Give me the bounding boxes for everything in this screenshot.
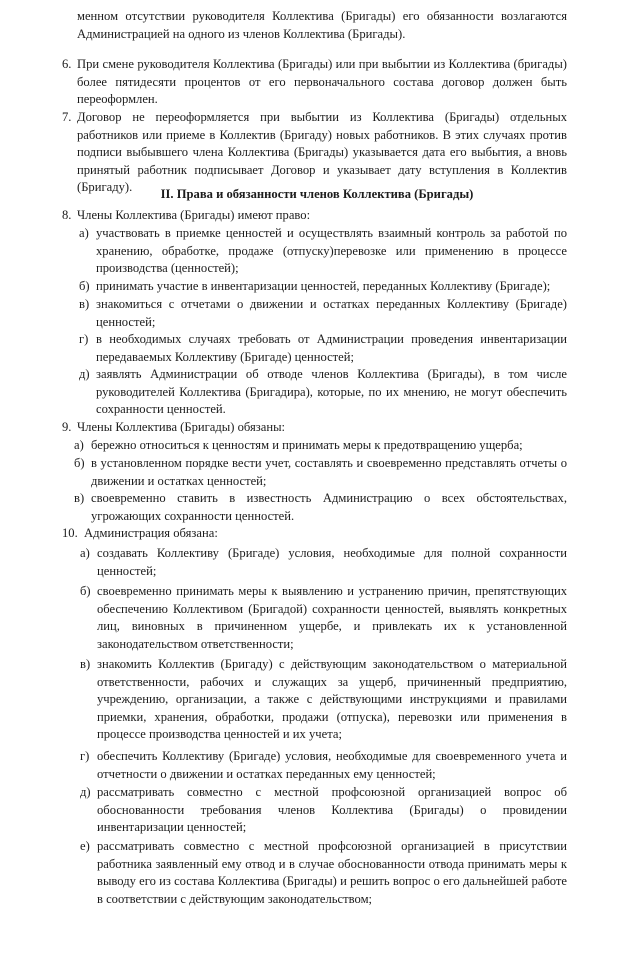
clause-9-item-label: б)	[74, 456, 85, 470]
clause-10-item-text: рассматривать совместно с местной профсоюзной организацией вопрос об обоснованности требования членов Коллектива (Бригады) о провидении инвентаризации ценностей;	[97, 785, 567, 835]
clause-10-item-text: рассматривать совместно с местной профсоюзной организацией в присутствии работника заявленный ему отвод и в случае обоснованности отвода принимать меры к выводу его из состава Коллектива (Бригады) и решить вопрос о его дальнейшей работе в соответствии с действующим законодательством;	[97, 839, 567, 906]
section-heading: II. Права и обязанности членов Коллектива (Бригады)	[160, 187, 474, 201]
clause-8-item-label: а)	[79, 226, 89, 240]
clause-10-item-label: б)	[80, 584, 91, 598]
clause-10-item-label: в)	[80, 657, 91, 671]
clause-8-item-label: б)	[79, 279, 90, 293]
clause-10-item-text: знакомить Коллектив (Бригаду) с действующим законодательством о материальной ответственности, рабочих и служащих за ущерб, причиненный предприятию, учреждению, организации, а также с действующими инструкциями и правилами приемки, хранения, обработки, продажи (отпуска), перевозки или применения в процессе производства ценностей и их учета;	[97, 657, 567, 742]
clause-10-item-text: обеспечить Коллективу (Бригаде) условия, необходимые для своевременного учета и отчетности о движении и остатках переданных ему ценностей;	[97, 749, 567, 781]
clause-9-item-label: в)	[74, 491, 85, 505]
clause-10-item-label: д)	[80, 785, 91, 799]
clause-9-text: Члены Коллектива (Бригады) обязаны:	[77, 420, 286, 434]
clause-10-number: 10.	[62, 526, 78, 540]
clause-8-text: Члены Коллектива (Бригады) имеют право:	[77, 208, 311, 222]
intro-paragraph: менном отсутствии руководителя Коллектива (Бригады) его обязанности возлагаются Администрацией на одного из членов Коллектива (Бригады).	[77, 9, 567, 41]
clause-9-number: 9.	[62, 420, 72, 434]
clause-9-item-text: бережно относиться к ценностям и принимать меры к предотвращению ущерба;	[91, 438, 523, 452]
clause-8-item-text: заявлять Администрации об отводе членов Коллектива (Бригады), в том числе руководителей Коллектива (Бригадира), которые, по их мнению, не могут обеспечить сохранности ценностей.	[96, 367, 567, 417]
clause-8-item-label: д)	[79, 367, 90, 381]
clause-8-number: 8.	[62, 208, 72, 222]
clause-9-item-text: в установленном порядке вести учет, составлять и своевременно представлять отчеты о движении и остатках ценностей;	[91, 456, 567, 488]
clause-10-item-text: своевременно принимать меры к выявлению и устранению причин, препятствующих обеспечению Коллективом (Бригадой) сохранности ценностей, выявлять конкретных лиц, виновных в причиненном ущербе, и привлекать их к установленной законодательством ответственности;	[97, 584, 567, 651]
clause-8-item-label: в)	[79, 297, 90, 311]
clause-7-number: 7.	[62, 110, 72, 124]
clause-9-item-text: своевременно ставить в известность Администрацию о всех обстоятельствах, угрожающих сохранности ценностей.	[91, 491, 567, 523]
clause-10-item-label: е)	[80, 839, 90, 853]
clause-6-number: 6.	[62, 57, 72, 71]
clause-8-item-text: знакомиться с отчетами о движении и остатках переданных Коллективу (Бригаде) ценностей;	[96, 297, 567, 329]
clause-8-item-text: принимать участие в инвентаризации ценностей, переданных Коллективу (Бригаде);	[96, 279, 551, 293]
clause-10-item-label: а)	[80, 546, 90, 560]
clause-6-text: При смене руководителя Коллектива (Бригады) или при выбытии из Коллектива (бригады) более пятидесяти процентов от его первоначального состава договор должен быть переоформлен.	[77, 57, 567, 107]
clause-8-item-text: участвовать в приемке ценностей и осуществлять взаимный контроль за работой по хранению, обработке, продаже (отпуску)перевозке или применению в процессе производства (ценностей);	[96, 226, 567, 276]
clause-10-item-label: г)	[80, 749, 90, 763]
clause-8-item-text: в необходимых случаях требовать от Администрации проведения инвентаризации передаваемых Коллективу (Бригаде) ценностей;	[96, 332, 567, 364]
clause-10-text: Администрация обязана:	[84, 526, 218, 540]
clause-7-text: Договор не переоформляется при выбытии из Коллектива (Бригады) отдельных работников или приеме в Коллектив (Бригаду) новых работников. В этих случаях против подписи выбывшего члена Коллектива (Бригады) указывается дата его выбытия, а вновь принятый работник подписывает Договор и указывает дату вступления в Коллектив (Бригаду).	[77, 110, 567, 195]
clause-8-item-label: г)	[79, 332, 89, 346]
clause-10-item-text: создавать Коллективу (Бригаде) условия, необходимые для полной сохранности ценностей;	[97, 546, 567, 578]
clause-9-item-label: а)	[74, 438, 84, 452]
